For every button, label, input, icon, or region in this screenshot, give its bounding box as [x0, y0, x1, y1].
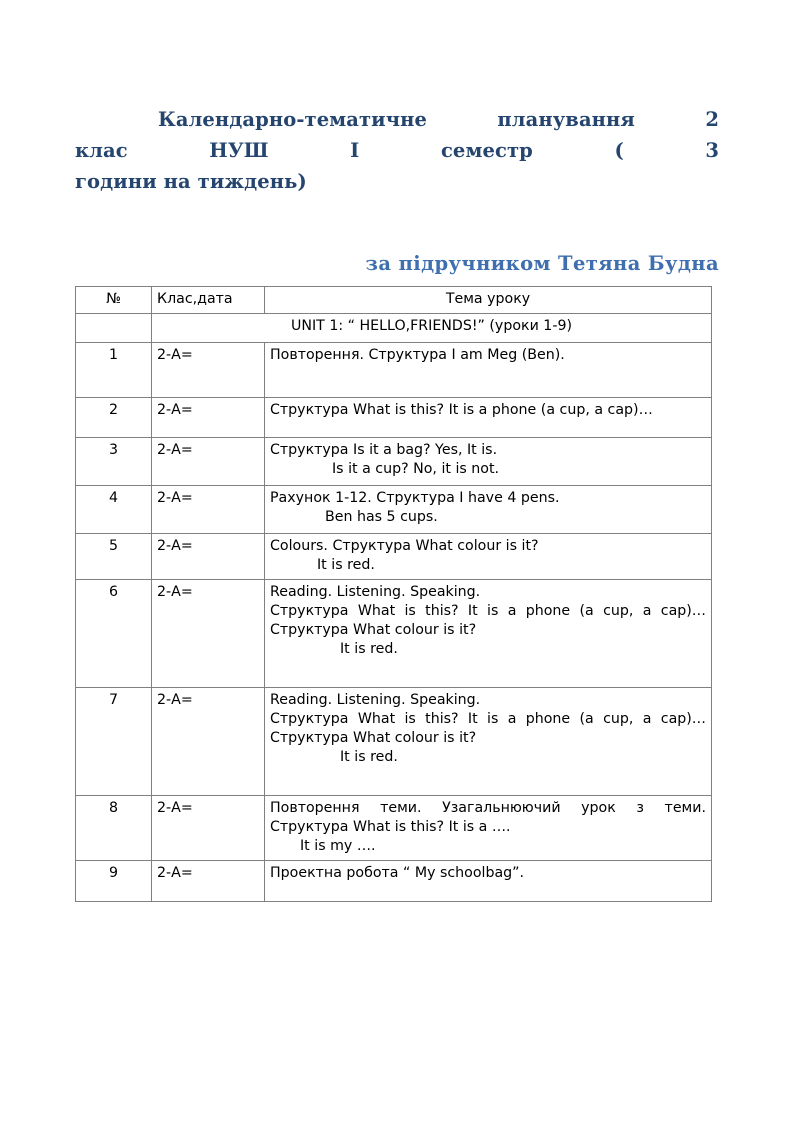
row-class-date: 2-А=	[152, 688, 265, 796]
row-number: 2	[76, 398, 152, 438]
row-class-date: 2-А=	[152, 343, 265, 398]
table-row	[76, 534, 712, 580]
row-number: 1	[76, 343, 152, 398]
document-subtitle: за підручником Тетяна Будна	[365, 252, 719, 275]
theme-line: It is red.	[317, 557, 375, 574]
row-class-date: 2-А=	[152, 534, 265, 580]
theme-line: Структура Is it a bag? Yes, It is.	[270, 442, 498, 459]
row-number: 4	[76, 486, 152, 534]
row-theme	[265, 343, 712, 398]
row-class-date: 2-А=	[152, 398, 265, 438]
row-number: 5	[76, 534, 152, 580]
theme-line: Структура What is this? It is a phone (a cup, a cap)… Структура What colour is it?	[270, 711, 706, 747]
theme-line: Рахунок 1-12. Структура I have 4 pens.	[270, 490, 560, 507]
table-row	[76, 486, 712, 534]
column-header-theme: Тема уроку	[265, 287, 712, 314]
column-header-number: №	[76, 287, 152, 314]
theme-line: Colours. Структура What colour is it?	[270, 538, 539, 555]
lesson-plan-table	[75, 286, 712, 902]
title-line-2-right: І семестр ( 3	[350, 139, 720, 162]
table-row	[76, 343, 712, 398]
row-class-date: 2-А=	[152, 861, 265, 902]
row-number: 9	[76, 861, 152, 902]
table-row	[76, 398, 712, 438]
theme-line: Повторення. Структура I am Meg (Ben).	[270, 347, 565, 364]
table-row	[76, 861, 712, 902]
document-title	[75, 0, 719, 197]
table-row	[76, 796, 712, 861]
column-header-class-date: Клас,дата	[152, 287, 265, 314]
theme-line: Повторення теми. Узагальнюючий урок з теми. Структура What is this? It is a ….	[270, 800, 706, 836]
row-theme	[265, 796, 712, 861]
theme-line: Структура What is this? It is a phone (a cup, a cap)… Структура What colour is it?	[270, 603, 706, 639]
theme-line: Ben has 5 cups.	[325, 509, 438, 526]
unit-row-empty-cell	[76, 314, 152, 343]
row-theme	[265, 580, 712, 688]
row-theme	[265, 534, 712, 580]
row-number: 6	[76, 580, 152, 688]
unit-title-cell	[152, 314, 712, 343]
row-class-date: 2-А=	[152, 796, 265, 861]
theme-line: Reading. Listening. Speaking.	[270, 584, 481, 601]
row-number: 7	[76, 688, 152, 796]
row-theme: Проектна робота “ My schoolbag”.	[265, 861, 712, 902]
theme-line: It is red.	[340, 749, 398, 766]
theme-line: Is it a cup? No, it is not.	[332, 461, 500, 478]
theme-line: It is red.	[340, 641, 398, 658]
row-number: 3	[76, 438, 152, 486]
row-theme: Структура What is this? It is a phone (a cup, a cap)…	[265, 398, 712, 438]
row-theme	[265, 486, 712, 534]
row-class-date: 2-А=	[152, 438, 265, 486]
title-line-2	[75, 135, 719, 166]
table-header-row	[76, 287, 712, 314]
row-theme	[265, 688, 712, 796]
title-line-3: години на тиждень)	[75, 170, 307, 193]
unit-title-row	[76, 314, 712, 343]
theme-line: Reading. Listening. Speaking.	[270, 692, 481, 709]
row-class-date: 2-А=	[152, 580, 265, 688]
table-row	[76, 580, 712, 688]
row-number: 8	[76, 796, 152, 861]
unit-title-text: UNIT 1: “ HELLO,FRIENDS!” (уроки 1-9)	[290, 318, 573, 335]
theme-line: It is my ….	[300, 838, 376, 855]
row-theme	[265, 438, 712, 486]
table-row	[76, 438, 712, 486]
table-row	[76, 688, 712, 796]
title-line-2-left: клас НУШ	[75, 139, 269, 162]
title-line-1: Календарно-тематичне планування 2	[158, 108, 719, 131]
row-class-date: 2-А=	[152, 486, 265, 534]
